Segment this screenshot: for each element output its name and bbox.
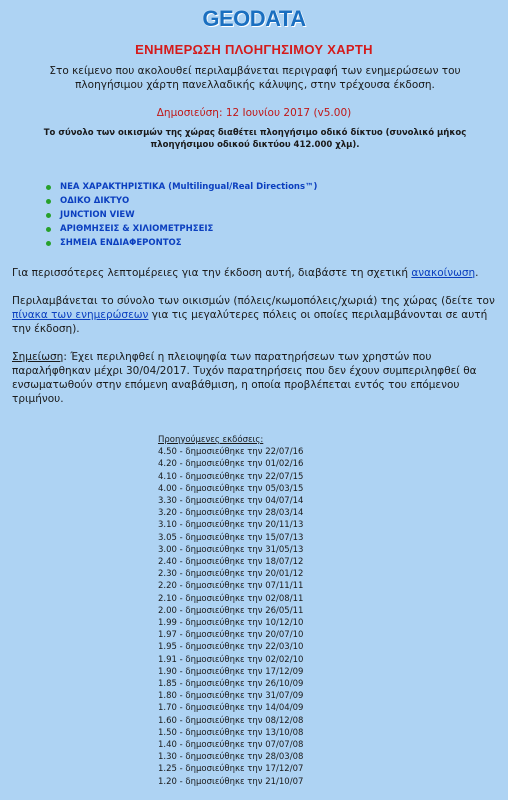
features-list [46,180,317,250]
version-row: 1.50 - δημοσιεύθηκε την 13/10/08 [158,727,304,738]
publication-date: Δημοσιεύση: 12 Ιουνίου 2017 (v5.00) [156,107,352,119]
version-row: 2.20 - δημοσιεύθηκε την 07/11/11 [158,581,304,592]
version-row: 3.10 - δημοσιεύθηκε την 20/11/13 [158,520,304,531]
feature-link-poi[interactable] [46,236,317,250]
updates-table-link[interactable]: πίνακα των ενημερώσεων [12,309,149,321]
version-row: 1.30 - δημοσιεύθηκε την 28/03/08 [158,752,304,763]
version-row: 1.91 - δημοσιεύθηκε την 02/02/10 [158,654,304,665]
geodata-logo[interactable] [0,6,508,32]
feature-link-new-features[interactable] [46,180,317,194]
version-row: 3.20 - δημοσιεύθηκε την 28/03/14 [158,508,304,519]
bullet-icon [46,227,51,232]
version-row: 1.80 - δημοσιεύθηκε την 31/07/09 [158,691,304,702]
bullet-icon [46,241,51,246]
feature-link-numbering[interactable] [46,222,317,236]
bullet-icon [46,185,51,190]
logo-text-o: O [233,6,250,31]
feature-label[interactable]: ΝΕΑ ΧΑΡΑΚΤΗΡΙΣΤΙΚΑ (Multilingual/Real Directions™) [60,182,318,192]
version-row: 1.97 - δημοσιεύθηκε την 20/07/10 [158,630,304,641]
version-row: 1.70 - δημοσιεύθηκε την 14/04/09 [158,703,304,714]
note-label: Σημείωση [12,351,64,363]
version-row: 2.30 - δημοσιεύθηκε την 20/01/12 [158,569,304,580]
version-row: 1.95 - δημοσιεύθηκε την 22/03/10 [158,642,304,653]
previous-versions-heading: Προηγούμενες εκδόσεις: [158,435,264,445]
note-text: : Έχει περιληφθεί η πλειοψηφία των παρατηρήσεων των χρηστών που παραλήφθηκαν μέχρι 30/04/2017. Τυχόν παρατηρήσεις που δεν έχουν συμπεριληφθεί θα ενσωματωθούν στην επόμενη αναβάθμιση, η οποία προβλέπεται εντός του επόμενου τριμήνου. [12,351,477,405]
version-row: 4.00 - δημοσιεύθηκε την 05/03/15 [158,483,304,494]
version-row: 4.50 - δημοσιεύθηκε την 22/07/16 [158,447,304,458]
feature-label[interactable]: JUNCTION VIEW [60,210,135,220]
versions-list [158,446,303,788]
version-row: 3.00 - δημοσιεύθηκε την 31/05/13 [158,544,304,555]
page-title: ΕΝΗΜΕΡΩΣΗ ΠΛΟΗΓΗΣΙΜΟΥ ΧΑΡΤΗ [135,42,373,57]
details-text: Για περισσότερες λεπτομέρειες για την έκδοση αυτή, διαβάστε τη σχετική [12,267,412,279]
settlements-text-1: Περιλαμβάνεται το σύνολο των οικισμών (πόλεις/κωμοπόλεις/χωριά) της χώρας (δείτε τον [12,295,495,307]
logo-text-data: DATA [249,6,306,31]
feature-label[interactable]: ΣΗΜΕΙΑ ΕΝΔΙΑΦΕΡΟΝΤΟΣ [60,238,182,248]
version-row: 2.10 - δημοσιεύθηκε την 02/08/11 [158,593,304,604]
version-row: 4.20 - δημοσιεύθηκε την 01/02/16 [158,459,304,470]
feature-label[interactable]: ΟΔΙΚΟ ΔΙΚΤΥΟ [60,196,130,206]
version-row: 1.90 - δημοσιεύθηκε την 17/12/09 [158,666,304,677]
version-row: 4.10 - δημοσιεύθηκε την 22/07/15 [158,471,304,482]
coverage-note: Το σύνολο των οικισμών της χώρας διαθέτει πλοηγήσιμο οδικό δίκτυο (συνολικό μήκος πλοηγήσιμου οδικού δικτύου 412.000 χλμ). [43,128,467,150]
version-row: 1.99 - δημοσιεύθηκε την 10/12/10 [158,618,304,629]
intro-text: Στο κείμενο που ακολουθεί περιλαμβάνεται περιγραφή των ενημερώσεων του πλοηγήσιμου χάρτη πανελλαδικής κάλυψης, στην τρέχουσα έκδοση. [49,65,461,91]
version-row: 1.85 - δημοσιεύθηκε την 26/10/09 [158,679,304,690]
version-row: 3.05 - δημοσιεύθηκε την 15/07/13 [158,532,304,543]
bullet-icon [46,213,51,218]
bullet-icon [46,199,51,204]
version-row: 1.20 - δημοσιεύθηκε την 21/10/07 [158,776,304,787]
version-row: 2.40 - δημοσιεύθηκε την 18/07/12 [158,557,304,568]
version-row: 3.30 - δημοσιεύθηκε την 04/07/14 [158,496,304,507]
settlements-text-2: για τις μεγαλύτερες πόλεις οι οποίες περιλαμβάνονται σε αυτή την έκδοση). [12,309,488,335]
settlements-paragraph [12,294,502,336]
note-paragraph [12,350,502,406]
previous-versions [158,434,303,788]
feature-link-road-network[interactable] [46,194,317,208]
version-row: 1.60 - δημοσιεύθηκε την 08/12/08 [158,715,304,726]
logo-text-ge: GE [202,6,234,31]
feature-label[interactable]: ΑΡΙΘΜΗΣΕΙΣ & ΧΙΛΙΟΜΕΤΡΗΣΕΙΣ [60,224,214,234]
feature-link-junction-view[interactable] [46,208,317,222]
version-row: 1.25 - δημοσιεύθηκε την 17/12/07 [158,764,304,775]
details-end: . [475,267,479,279]
version-row: 1.40 - δημοσιεύθηκε την 07/07/08 [158,740,304,751]
announcement-link[interactable]: ανακοίνωση [411,267,476,279]
version-row: 2.00 - δημοσιεύθηκε την 26/05/11 [158,605,304,616]
details-paragraph [12,266,502,280]
